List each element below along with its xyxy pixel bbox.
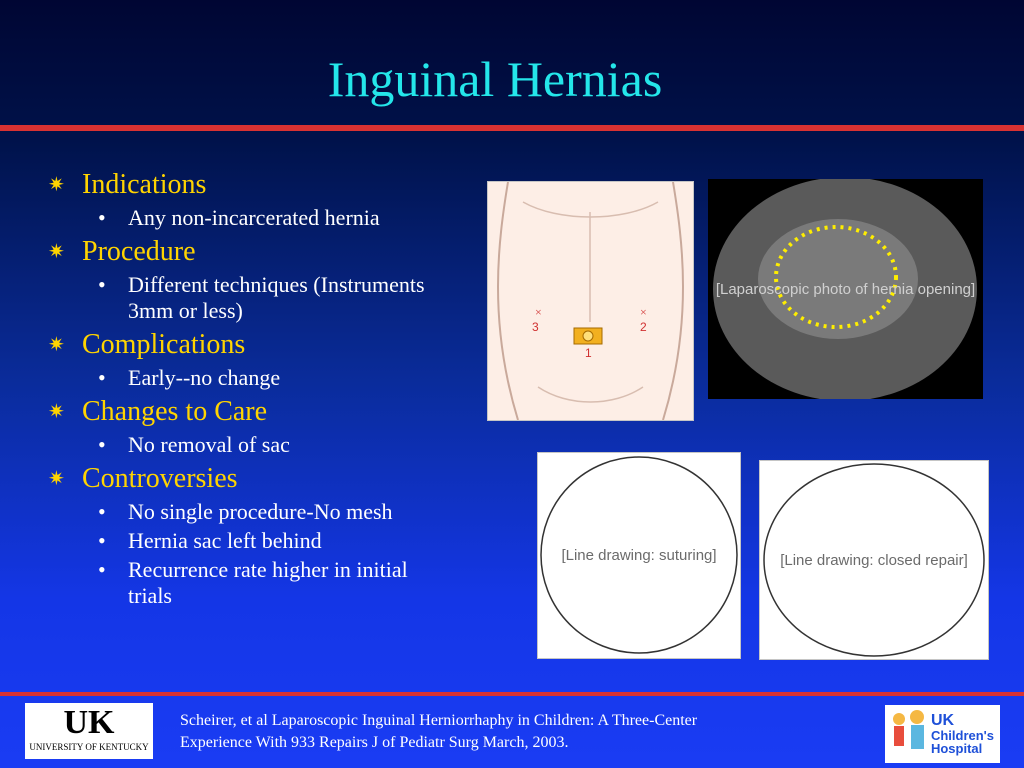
uk-logo-mark: UK [63,704,115,741]
port-diagram-image [487,181,694,421]
laparoscopic-view-image [708,179,983,399]
star-bullet-icon: ✷ [48,174,65,196]
title-divider [0,125,1024,131]
section-procedure [48,235,488,269]
citation-line: Experience With 933 Repairs J of Pediatr Surg March, 2003. [180,734,569,751]
list-item-text: No removal of sac [128,432,290,457]
port-label-2: 2 [640,320,647,334]
port-label-1: 1 [585,346,592,360]
citation-line: Scheirer, et al Laparoscopic Inguinal Herniorrhaphy in Children: A Three-Center [180,712,698,729]
ch-logo-line: Children's [930,728,994,743]
suturing-drawing-image [537,452,741,659]
children-figures-icon [889,709,929,759]
list-item [98,557,488,609]
section-changes-to-care [48,395,488,429]
section-heading: Procedure [82,236,196,267]
closed-repair-drawing-label: [Line drawing: closed repair] [780,551,968,569]
laparoscopic-view-label: [Laparoscopic photo of hernia opening] [715,280,976,298]
list-item-text: Different techniques (Instruments 3mm or less) [128,272,425,323]
section-heading: Indications [82,169,207,200]
star-bullet-icon: ✷ [48,401,65,423]
star-bullet-icon: ✷ [48,468,65,490]
ch-logo-line: UK [930,712,955,729]
abdomen-outline-graphic [488,182,693,420]
footer-divider [0,692,1024,696]
port-label-3: 3 [532,320,539,334]
suturing-drawing-label: [Line drawing: suturing] [561,547,717,564]
section-controversies [48,462,488,496]
section-heading: Changes to Care [82,396,268,427]
list-item-text: Recurrence rate higher in initial trials [128,557,408,608]
citation [180,710,860,754]
bullet-dot-icon: • [98,499,106,524]
list-item [98,205,488,231]
section-indications [48,168,488,202]
svg-text:×: × [640,305,647,319]
ch-logo-line: Hospital [930,741,983,756]
bullet-dot-icon: • [98,365,106,390]
list-item-text: No single procedure-No mesh [128,499,393,524]
bullet-dot-icon: • [98,205,106,230]
bullet-dot-icon: • [98,432,106,457]
childrens-hospital-logo [885,705,1000,763]
list-item-text: Any non-incarcerated hernia [128,205,380,230]
section-heading: Controversies [82,463,238,494]
list-item-text: Early--no change [128,365,281,390]
section-complications [48,328,488,362]
university-of-kentucky-logo [25,703,153,759]
list-item [98,272,488,324]
list-item-text: Hernia sac left behind [128,528,322,553]
bullet-list [48,164,488,609]
list-item [98,432,488,458]
list-item [98,528,488,554]
star-bullet-icon: ✷ [48,334,65,356]
section-heading: Complications [82,329,246,360]
bullet-dot-icon: • [98,557,106,582]
slide-title: Inguinal Hernias [327,51,663,107]
childrens-hospital-text [931,713,1000,755]
bullet-dot-icon: • [98,272,106,297]
list-item [98,365,488,391]
closed-repair-drawing-image [759,460,989,660]
svg-text:×: × [535,305,542,319]
star-bullet-icon: ✷ [48,241,65,263]
list-item [98,499,488,525]
uk-logo-text: UNIVERSITY OF KENTUCKY [29,742,149,752]
bullet-dot-icon: • [98,528,106,553]
